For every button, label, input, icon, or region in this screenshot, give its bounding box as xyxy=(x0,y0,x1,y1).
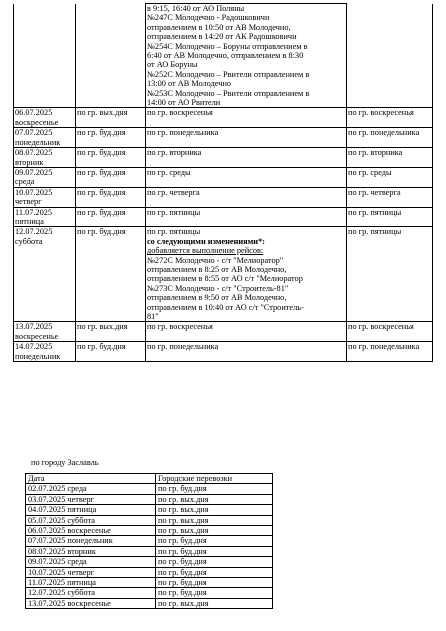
city-row xyxy=(26,526,273,536)
city-cell: по гр. понедельника xyxy=(347,128,433,148)
blank-cell xyxy=(347,4,433,108)
intercity-cell: по гр. буд.дня xyxy=(76,167,146,187)
city-row xyxy=(26,588,273,598)
intercity-cell: по гр. вых.дня xyxy=(76,322,146,342)
blank-cell xyxy=(14,4,76,108)
schedule-row-saturday xyxy=(14,227,433,322)
city-row xyxy=(26,515,273,525)
continuation-line: №254С Молодечно – Боруны отправлением в xyxy=(147,41,308,51)
city-date-cell: 11.07.2025 пятница xyxy=(26,578,156,588)
changes-line: отправлением в 8:55 от АО с/т "Мелиоратор xyxy=(147,274,303,284)
intercity-cell: по гр. буд.дня xyxy=(76,148,146,168)
city-header-row xyxy=(26,474,273,484)
weekday-text: понедельник xyxy=(15,351,61,361)
city-header-cell: Городские перевозки xyxy=(156,474,273,484)
date-text: 11.07.2025 xyxy=(15,207,53,217)
continuation-line: №253С Молодечно – Рвители отправлением в xyxy=(147,88,310,98)
suburban-cell: по гр. понедельника xyxy=(146,342,347,362)
city-row xyxy=(26,557,273,567)
suburban-cell: по гр. воскресенья xyxy=(146,322,347,342)
schedule-row xyxy=(14,128,433,148)
city-date-cell: 08.07.2025 вторник xyxy=(26,546,156,556)
weekday-text: суббота xyxy=(15,236,43,246)
continuation-line: 14:00 от АО Рвители xyxy=(147,98,221,108)
city-header-cell: Дата xyxy=(26,474,156,484)
city-cell: по гр. пятницы xyxy=(347,207,433,227)
date-cell xyxy=(14,128,76,148)
city-date-cell: 12.07.2025 суббота xyxy=(26,588,156,598)
city-date-cell: 10.07.2025 четверг xyxy=(26,567,156,577)
date-text: 09.07.2025 xyxy=(15,167,53,177)
city-cell: по гр. вторника xyxy=(347,148,433,168)
date-text: 08.07.2025 xyxy=(15,148,53,158)
city-schedule-cell: по гр. буд.дня xyxy=(156,588,273,598)
suburban-changes-cell xyxy=(146,227,347,322)
suburban-cell: по гр. понедельника xyxy=(146,128,347,148)
continuation-line: от АО Боруны xyxy=(147,60,198,70)
date-cell xyxy=(14,207,76,227)
weekday-text: понедельник xyxy=(15,137,61,147)
schedule-row xyxy=(14,167,433,187)
blank-cell xyxy=(76,4,146,108)
city-date-cell: 05.07.2025 суббота xyxy=(26,515,156,525)
changes-line: №273С Молодечно - с/т "Строитель-81" xyxy=(147,283,289,293)
city-row xyxy=(26,505,273,515)
city-table-body xyxy=(26,474,273,609)
city-cell: по гр. среды xyxy=(347,167,433,187)
city-date-cell: 02.07.2025 среда xyxy=(26,484,156,494)
city-row xyxy=(26,546,273,556)
intercity-cell: по гр. буд.дня xyxy=(76,187,146,207)
city-schedule-cell: по гр. вых.дня xyxy=(156,526,273,536)
city-schedule-cell: по гр. буд.дня xyxy=(156,484,273,494)
date-cell xyxy=(14,167,76,187)
city-row xyxy=(26,494,273,504)
schedule-row xyxy=(14,322,433,342)
weekday-text: вторник xyxy=(15,157,44,167)
continuation-line: №247С Молодечно - Радошковичи xyxy=(147,13,270,23)
date-text: 14.07.2025 xyxy=(15,342,53,352)
weekday-text: воскресенье xyxy=(15,117,59,127)
schedule-table-body xyxy=(14,4,433,362)
continuation-line: 6:40 от АВ Молодечно, отправлением в 8:30 xyxy=(147,51,304,61)
date-cell xyxy=(14,322,76,342)
continuation-line: 13:00 от АВ Молодечно xyxy=(147,79,232,89)
date-cell xyxy=(14,108,76,128)
date-cell xyxy=(14,148,76,168)
changes-line: №272С Молодечно - с/т "Мелиоратор" xyxy=(147,255,284,265)
schedule-table xyxy=(13,3,433,362)
changes-line: отправлением в 9:50 от АВ Молодечно, xyxy=(147,293,287,303)
date-cell xyxy=(14,342,76,362)
city-schedule-cell: по гр. буд.дня xyxy=(156,567,273,577)
weekday-text: четверг xyxy=(15,197,42,207)
city-row xyxy=(26,536,273,546)
intercity-cell: по гр. буд.дня xyxy=(76,207,146,227)
changes-subheading: добавляется выполнение рейсов: xyxy=(147,246,264,256)
city-row xyxy=(26,598,273,608)
intercity-cell: по гр. вых.дня xyxy=(76,108,146,128)
date-text: 07.07.2025 xyxy=(15,128,53,138)
intercity-cell: по гр. буд.дня xyxy=(76,128,146,148)
suburban-cell: по гр. среды xyxy=(146,167,347,187)
date-text: 10.07.2025 xyxy=(15,187,53,197)
date-cell xyxy=(14,227,76,322)
continuation-line: отправлением в 10:50 от АВ Молодечно, xyxy=(147,22,291,32)
city-date-cell: 06.07.2025 воскресенье xyxy=(26,526,156,536)
city-row xyxy=(26,484,273,494)
changes-base: по гр. пятницы xyxy=(147,227,201,237)
city-schedule-cell: по гр. вых.дня xyxy=(156,494,273,504)
intercity-cell: по гр. буд.дня xyxy=(76,342,146,362)
date-text: 06.07.2025 xyxy=(15,108,53,118)
city-schedule-cell: по гр. вых.дня xyxy=(156,505,273,515)
city-date-cell: 13.07.2025 воскресенье xyxy=(26,598,156,608)
weekday-text: пятница xyxy=(15,216,44,226)
city-schedule-cell: по гр. вых.дня xyxy=(156,515,273,525)
city-cell: по гр. пятницы xyxy=(347,227,433,322)
intercity-cell: по гр. буд.дня xyxy=(76,227,146,322)
changes-line: отправлением в 10:40 от АО с/т "Строитель- xyxy=(147,302,304,312)
changes-line: 81" xyxy=(147,312,159,321)
schedule-row xyxy=(14,207,433,227)
city-cell: по гр. четверга xyxy=(347,187,433,207)
schedule-row xyxy=(14,342,433,362)
schedule-row xyxy=(14,187,433,207)
suburban-cell: по гр. вторника xyxy=(146,148,347,168)
continuation-row xyxy=(14,4,433,108)
city-cell: по гр. воскресенья xyxy=(347,108,433,128)
changes-heading: со следующими изменениями*: xyxy=(147,236,265,246)
city-date-cell: 03.07.2025 четверг xyxy=(26,494,156,504)
continuation-line: в 9:15, 16:40 от АО Поляны xyxy=(147,4,245,13)
city-table xyxy=(25,473,273,609)
city-section-title: по городу Заславль xyxy=(31,458,99,467)
date-text: 13.07.2025 xyxy=(15,322,53,332)
weekday-text: среда xyxy=(15,177,35,187)
city-cell: по гр. воскресенья xyxy=(347,322,433,342)
changes-line: отправлением в 8:25 от АВ Молодечно, xyxy=(147,264,287,274)
city-row xyxy=(26,578,273,588)
city-row xyxy=(26,567,273,577)
weekday-text: воскресенье xyxy=(15,331,59,341)
suburban-cell: по гр. пятницы xyxy=(146,207,347,227)
schedule-row xyxy=(14,148,433,168)
city-schedule-cell: по гр. буд.дня xyxy=(156,546,273,556)
schedule-row xyxy=(14,108,433,128)
suburban-cell: по гр. четверга xyxy=(146,187,347,207)
city-date-cell: 09.07.2025 среда xyxy=(26,557,156,567)
city-schedule-cell: по гр. вых.дня xyxy=(156,598,273,608)
city-date-cell: 07.07.2025 понедельник xyxy=(26,536,156,546)
continuation-line: отправлением в 14:20 от АК Радошковичи xyxy=(147,32,297,42)
city-schedule-cell: по гр. буд.дня xyxy=(156,557,273,567)
suburban-cell: по гр. воскресенья xyxy=(146,108,347,128)
continuation-line: №252С Молодечно – Рвители отправлением в xyxy=(147,69,310,79)
city-cell: по гр. понедельника xyxy=(347,342,433,362)
city-schedule-cell: по гр. буд.дня xyxy=(156,578,273,588)
date-cell xyxy=(14,187,76,207)
city-schedule-cell: по гр. буд.дня xyxy=(156,536,273,546)
continuation-cell xyxy=(146,4,347,108)
date-text: 12.07.2025 xyxy=(15,227,53,237)
city-date-cell: 04.07.2025 пятница xyxy=(26,505,156,515)
